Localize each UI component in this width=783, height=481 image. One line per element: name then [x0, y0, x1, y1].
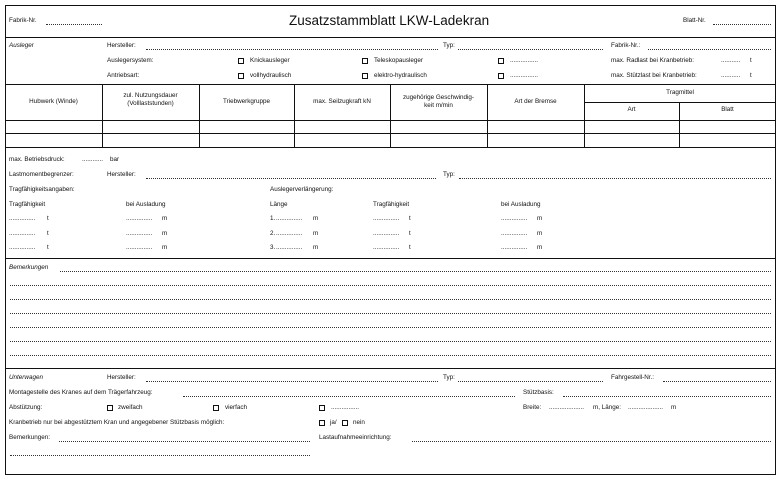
auslegerverlaengerung-label: Auslegerverlängerung: — [270, 186, 334, 193]
table-col-divider — [487, 84, 488, 147]
bemerkungen-line[interactable] — [10, 341, 771, 342]
system-other-checkbox[interactable] — [498, 58, 504, 64]
col-header-bremse: Art der Bremse — [514, 98, 557, 105]
unit-m: m — [537, 244, 543, 251]
divider — [5, 37, 776, 38]
unterwagen-hersteller-label: Hersteller: — [107, 374, 136, 381]
breite-unit-laenge-label: m, Länge: — [593, 404, 622, 411]
unit-t: t — [47, 215, 49, 222]
section-unterwagen-title: Unterwagen — [9, 374, 43, 381]
montagestelle-field[interactable] — [183, 396, 515, 397]
bemerkungen-line[interactable] — [60, 271, 771, 272]
col-ext-ausladung-label: bei Ausladung — [501, 201, 541, 208]
section-ausleger-title: Ausleger — [9, 42, 34, 49]
col-header-nutzungsdauer: zul. Nutzungsdauer — [123, 92, 178, 99]
bemerkungen-line[interactable] — [10, 355, 771, 356]
ext-ausladung-field[interactable]: ............... — [501, 230, 528, 237]
abstuetzung-other-field[interactable]: ................ — [331, 404, 359, 411]
auslegersystem-label: Auslegersystem: — [107, 57, 154, 64]
abstuetzung-other-checkbox[interactable] — [319, 405, 325, 411]
table-col-divider — [199, 84, 200, 147]
col-laenge-label: Länge — [270, 201, 288, 208]
unit-m: m — [537, 230, 543, 237]
tragfaehigkeit-field[interactable]: ............... — [9, 230, 36, 237]
lastaufnahme-field[interactable] — [412, 441, 771, 442]
col-ext-tragfaehigkeit-label: Tragfähigkeit — [373, 201, 410, 208]
ja-label: ja/ — [330, 419, 337, 426]
ext-tragfaehigkeit-field[interactable]: ............... — [373, 215, 400, 222]
system-other-field[interactable]: ................ — [510, 57, 538, 64]
fahrgestell-nr-label: Fahrgestell-Nr.: — [611, 374, 655, 381]
antrieb-other-field[interactable]: ................ — [510, 72, 538, 79]
betriebsdruck-unit: bar — [110, 156, 120, 163]
col-tragfaehigkeit-label: Tragfähigkeit — [9, 201, 46, 208]
unterwagen-typ-field[interactable] — [458, 381, 603, 382]
header-blatt-nr-label: Blatt-Nr. — [683, 17, 706, 24]
vollhydraulisch-label: vollhydraulisch — [250, 72, 292, 79]
unit-m: m — [313, 244, 319, 251]
zweifach-label: zweifach — [118, 404, 143, 411]
ausleger-typ-label: Typ: — [443, 42, 455, 49]
ausleger-hersteller-field[interactable] — [146, 49, 438, 50]
col-header-hubwerk: Hubwerk (Winde) — [29, 98, 78, 105]
radlast-label: max. Radlast bei Kranbetrieb: — [611, 57, 694, 64]
ext-ausladung-field[interactable]: ............... — [501, 244, 528, 251]
row-number: 1. — [270, 215, 276, 222]
antriebsart-label: Antriebsart: — [107, 72, 140, 79]
col-header-geschwindigkeit: zugehörige Geschwindig- — [402, 94, 475, 101]
lmb-hersteller-label: Hersteller: — [107, 171, 136, 178]
col-header-geschwindigkeit-sub: keit m/min — [424, 102, 453, 109]
unit-m: m — [162, 230, 168, 237]
unterwagen-hersteller-field[interactable] — [146, 381, 438, 382]
header-fabrik-nr-label: Fabrik-Nr. — [9, 17, 37, 24]
unit-t: t — [409, 230, 411, 237]
divider — [5, 368, 776, 369]
row-number: 3. — [270, 244, 276, 251]
lmb-typ-field[interactable] — [459, 178, 771, 179]
unterwagen-typ-label: Typ: — [443, 374, 455, 381]
unit-t: t — [47, 244, 49, 251]
lmb-typ-label: Typ: — [443, 171, 455, 178]
elektro-hydraulisch-checkbox[interactable] — [362, 73, 368, 79]
ext-ausladung-field[interactable]: ............... — [501, 215, 528, 222]
nein-label: nein — [353, 419, 365, 426]
col-header-nutzungsdauer-sub: (Volllaststunden) — [127, 100, 174, 107]
unit-t: t — [47, 230, 49, 237]
tragmittel-sub-divider — [584, 102, 776, 103]
ext-tragfaehigkeit-field[interactable]: ............... — [373, 230, 400, 237]
vollhydraulisch-checkbox[interactable] — [238, 73, 244, 79]
unit-t: t — [409, 244, 411, 251]
abstuetzung-label: Abstützung: — [9, 404, 43, 411]
breite-field[interactable]: .................... — [549, 404, 584, 411]
elektro-hydraulisch-label: elektro-hydraulisch — [374, 72, 427, 79]
vierfach-checkbox[interactable] — [213, 405, 219, 411]
betriebsdruck-field[interactable]: ............ — [82, 156, 103, 163]
table-col-divider — [294, 84, 295, 147]
kranbetrieb-label: Kranbetrieb nur bei abgestütztem Kran und angegebener Stützbasis möglich: — [9, 419, 225, 426]
col-header-tragmittel: Tragmittel — [666, 89, 694, 96]
teleskopausleger-checkbox[interactable] — [362, 58, 368, 64]
fahrgestell-nr-field[interactable] — [663, 381, 771, 382]
lmb-hersteller-field[interactable] — [146, 178, 436, 179]
unit-m: m — [162, 244, 168, 251]
bemerkungen-line[interactable] — [10, 313, 771, 314]
table-header-bottom — [5, 120, 776, 121]
ausladung-field[interactable]: ............... — [126, 215, 153, 222]
unit-m: m — [537, 215, 543, 222]
vierfach-label: vierfach — [225, 404, 248, 411]
laenge-field[interactable]: ............... — [276, 244, 303, 251]
zweifach-checkbox[interactable] — [107, 405, 113, 411]
stuetzlast-label: max. Stützlast bei Kranbetrieb: — [611, 72, 697, 79]
ext-tragfaehigkeit-field[interactable]: ............... — [373, 244, 400, 251]
laenge-unit: m — [671, 404, 677, 411]
row-number: 2. — [270, 230, 276, 237]
bemerkungen-line[interactable] — [10, 299, 771, 300]
tragfaehigkeitsangaben-label: Tragfähigkeitsangaben: — [9, 186, 75, 193]
radlast-unit: t — [750, 57, 752, 64]
nein-checkbox[interactable] — [342, 420, 348, 426]
col-ausladung-label: bei Ausladung — [126, 201, 166, 208]
unterwagen-bemerkungen-field[interactable] — [59, 441, 310, 442]
stuetzlast-unit: t — [750, 72, 752, 79]
unit-m: m — [313, 230, 319, 237]
ausleger-fabrik-nr-label: Fabrik-Nr.: — [611, 42, 641, 49]
bemerkungen-line[interactable] — [10, 327, 771, 328]
unit-t: t — [409, 215, 411, 222]
bemerkungen-line[interactable] — [10, 285, 771, 286]
form-title: Zusatzstammblatt LKW-Ladekran — [289, 13, 490, 28]
divider — [5, 258, 776, 259]
tragfaehigkeit-field[interactable]: ............... — [9, 244, 36, 251]
breite-label: Breite: — [523, 404, 542, 411]
radlast-field[interactable]: ........... — [721, 57, 741, 64]
stuetzlast-field[interactable]: ........... — [721, 72, 741, 79]
stuetzbasis-label: Stützbasis: — [523, 389, 554, 396]
col-header-blatt: Blatt — [721, 106, 734, 113]
antrieb-other-checkbox[interactable] — [498, 73, 504, 79]
ausleger-fabrik-nr-field[interactable] — [648, 49, 771, 50]
montagestelle-label: Montagestelle des Kranes auf dem Trägerfahrzeug: — [9, 389, 153, 396]
section-bemerkungen-title: Bemerkungen — [9, 264, 49, 271]
unit-m: m — [313, 215, 319, 222]
unterwagen-bemerkungen-field[interactable] — [10, 455, 310, 456]
col-header-seilzugkraft: max. Seilzugkraft kN — [313, 98, 371, 105]
table-row-divider — [5, 133, 776, 134]
header-blatt-nr-field[interactable] — [713, 24, 771, 25]
knickausleger-label: Knickausleger — [250, 57, 290, 64]
col-header-triebwerkgruppe: Triebwerkgruppe — [222, 98, 270, 105]
laenge-field[interactable]: .................... — [628, 404, 663, 411]
unterwagen-bemerkungen-label: Bemerkungen: — [9, 434, 50, 441]
teleskopausleger-label: Teleskopausleger — [374, 57, 424, 64]
ausladung-field[interactable]: ............... — [126, 230, 153, 237]
header-fabrik-nr-field[interactable] — [46, 24, 102, 25]
stuetzbasis-field[interactable] — [563, 396, 771, 397]
laenge-field[interactable]: ............... — [276, 215, 303, 222]
lastaufnahme-label: Lastaufnahmeeinrichtung: — [319, 434, 392, 441]
betriebsdruck-label: max. Betriebsdruck: — [9, 156, 65, 163]
lastmomentbegrenzer-label: Lastmomentbegrenzer: — [9, 171, 74, 178]
ja-checkbox[interactable] — [319, 420, 325, 426]
table-bottom-border — [5, 147, 776, 148]
col-header-art: Art — [627, 106, 636, 113]
ausladung-field[interactable]: ............... — [126, 244, 153, 251]
knickausleger-checkbox[interactable] — [238, 58, 244, 64]
tragfaehigkeit-field[interactable]: ............... — [9, 215, 36, 222]
ausleger-hersteller-label: Hersteller: — [107, 42, 136, 49]
unit-m: m — [162, 215, 168, 222]
ausleger-typ-field[interactable] — [458, 49, 603, 50]
laenge-field[interactable]: ............... — [276, 230, 303, 237]
